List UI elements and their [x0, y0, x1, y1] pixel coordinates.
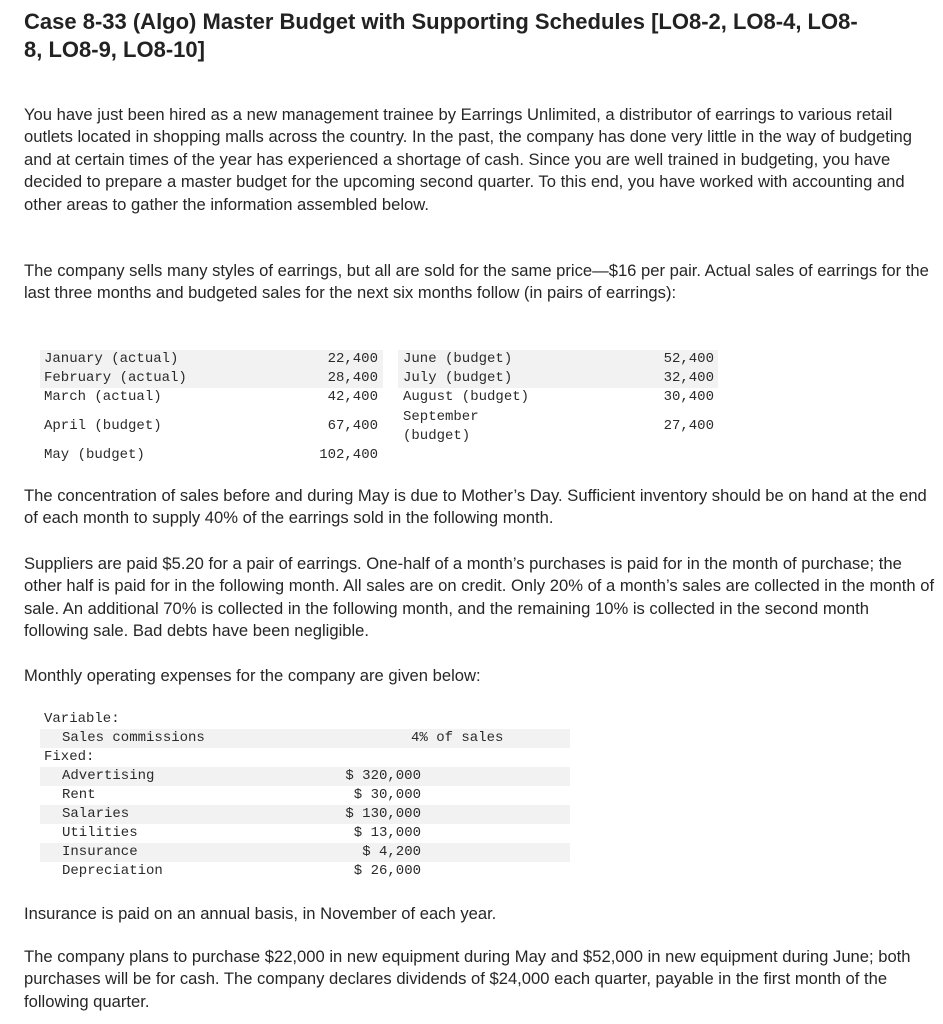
sales-label-may: May (budget) [44, 447, 145, 463]
pricing-paragraph: The company sells many styles of earrings, but all are sold for the same price—$16 per pair. Actual sales of earrings for the last three months and budgeted sales for the next six months follow (in pairs of earrings): [24, 261, 929, 303]
sales-label-august: August (budget) [403, 389, 530, 405]
utilities-value: $ 13,000 [353, 825, 421, 841]
title-line-2: 8, LO8-9, LO8-10] [24, 37, 205, 62]
sales-label-january: January (actual) [44, 351, 179, 367]
depreciation-value: $ 26,000 [353, 863, 421, 879]
sales-label-february: February (actual) [44, 370, 187, 386]
sales-value-january: 22,400 [327, 351, 378, 367]
title-line-1: Case 8-33 (Algo) Master Budget with Supporting Schedules [LO8-2, LO8-4, LO8- [24, 9, 858, 34]
sales-value-february: 28,400 [327, 370, 378, 386]
equipment-dividends-paragraph: The company plans to purchase $22,000 in new equipment during May and $52,000 in new equipment during June; both purchases will be for cash. The company declares dividends of $24,000 each quarter, payable in the first month of the following quarter. [24, 947, 911, 1011]
sales-value-july: 32,400 [663, 370, 714, 386]
sales-label-april: April (budget) [44, 418, 162, 434]
insurance-label: Insurance [62, 844, 138, 860]
fixed-heading: Fixed: [44, 749, 95, 765]
sales-label-july: July (budget) [403, 370, 513, 386]
page-title [24, 8, 929, 64]
utilities-label: Utilities [62, 825, 138, 841]
sales-value-april: 67,400 [327, 418, 378, 434]
sales-label-september-line2: (budget) [403, 428, 471, 444]
intro-paragraph: You have just been hired as a new management trainee by Earrings Unlimited, a distributor of earrings to various retail outlets located in shopping malls across the country. In the past, the company has done very little in the way of budgeting and at certain times of the year has experienced a shortage of cash. Since you are well trained in budgeting, you have decided to prepare a master budget for the upcoming second quarter. To this end, you have worked with accounting and other areas to gather the information assembled below. [24, 105, 912, 214]
advertising-label: Advertising [62, 768, 155, 784]
insurance-value: $ 4,200 [362, 844, 421, 860]
sales-label-march: March (actual) [44, 389, 162, 405]
rent-value: $ 30,000 [353, 787, 421, 803]
depreciation-label: Depreciation [62, 863, 163, 879]
salaries-value: $ 130,000 [345, 806, 421, 822]
sales-label-september-line1: September [403, 409, 479, 425]
sales-label-june: June (budget) [403, 351, 513, 367]
sales-value-may: 102,400 [319, 447, 378, 463]
variable-heading: Variable: [44, 711, 120, 727]
sales-commissions-value: 4% of sales [411, 730, 504, 746]
sales-value-august: 30,400 [663, 389, 714, 405]
rent-label: Rent [62, 787, 96, 803]
sales-commissions-label: Sales commissions [62, 730, 205, 746]
sales-value-september: 27,400 [663, 418, 714, 434]
expenses-intro: Monthly operating expenses for the company are given below: [24, 666, 481, 685]
sales-value-march: 42,400 [327, 389, 378, 405]
insurance-paragraph: Insurance is paid on an annual basis, in November of each year. [24, 904, 497, 923]
inventory-paragraph: The concentration of sales before and during May is due to Mother’s Day. Sufficient inventory should be on hand at the end of each month to supply 40% of the earrings sold in the following month. [24, 486, 927, 528]
suppliers-paragraph: Suppliers are paid $5.20 for a pair of earrings. One-half of a month’s purchases is paid for in the month of purchase; the other half is paid for in the following month. All sales are on credit. Only 20% of a month’s sales are collected in the month of sale. An additional 70% is collected in the following month, and the remaining 10% is collected in the second month following sale. Bad debts have been negligible. [24, 554, 935, 641]
advertising-value: $ 320,000 [345, 768, 421, 784]
sales-value-june: 52,400 [663, 351, 714, 367]
salaries-label: Salaries [62, 806, 130, 822]
